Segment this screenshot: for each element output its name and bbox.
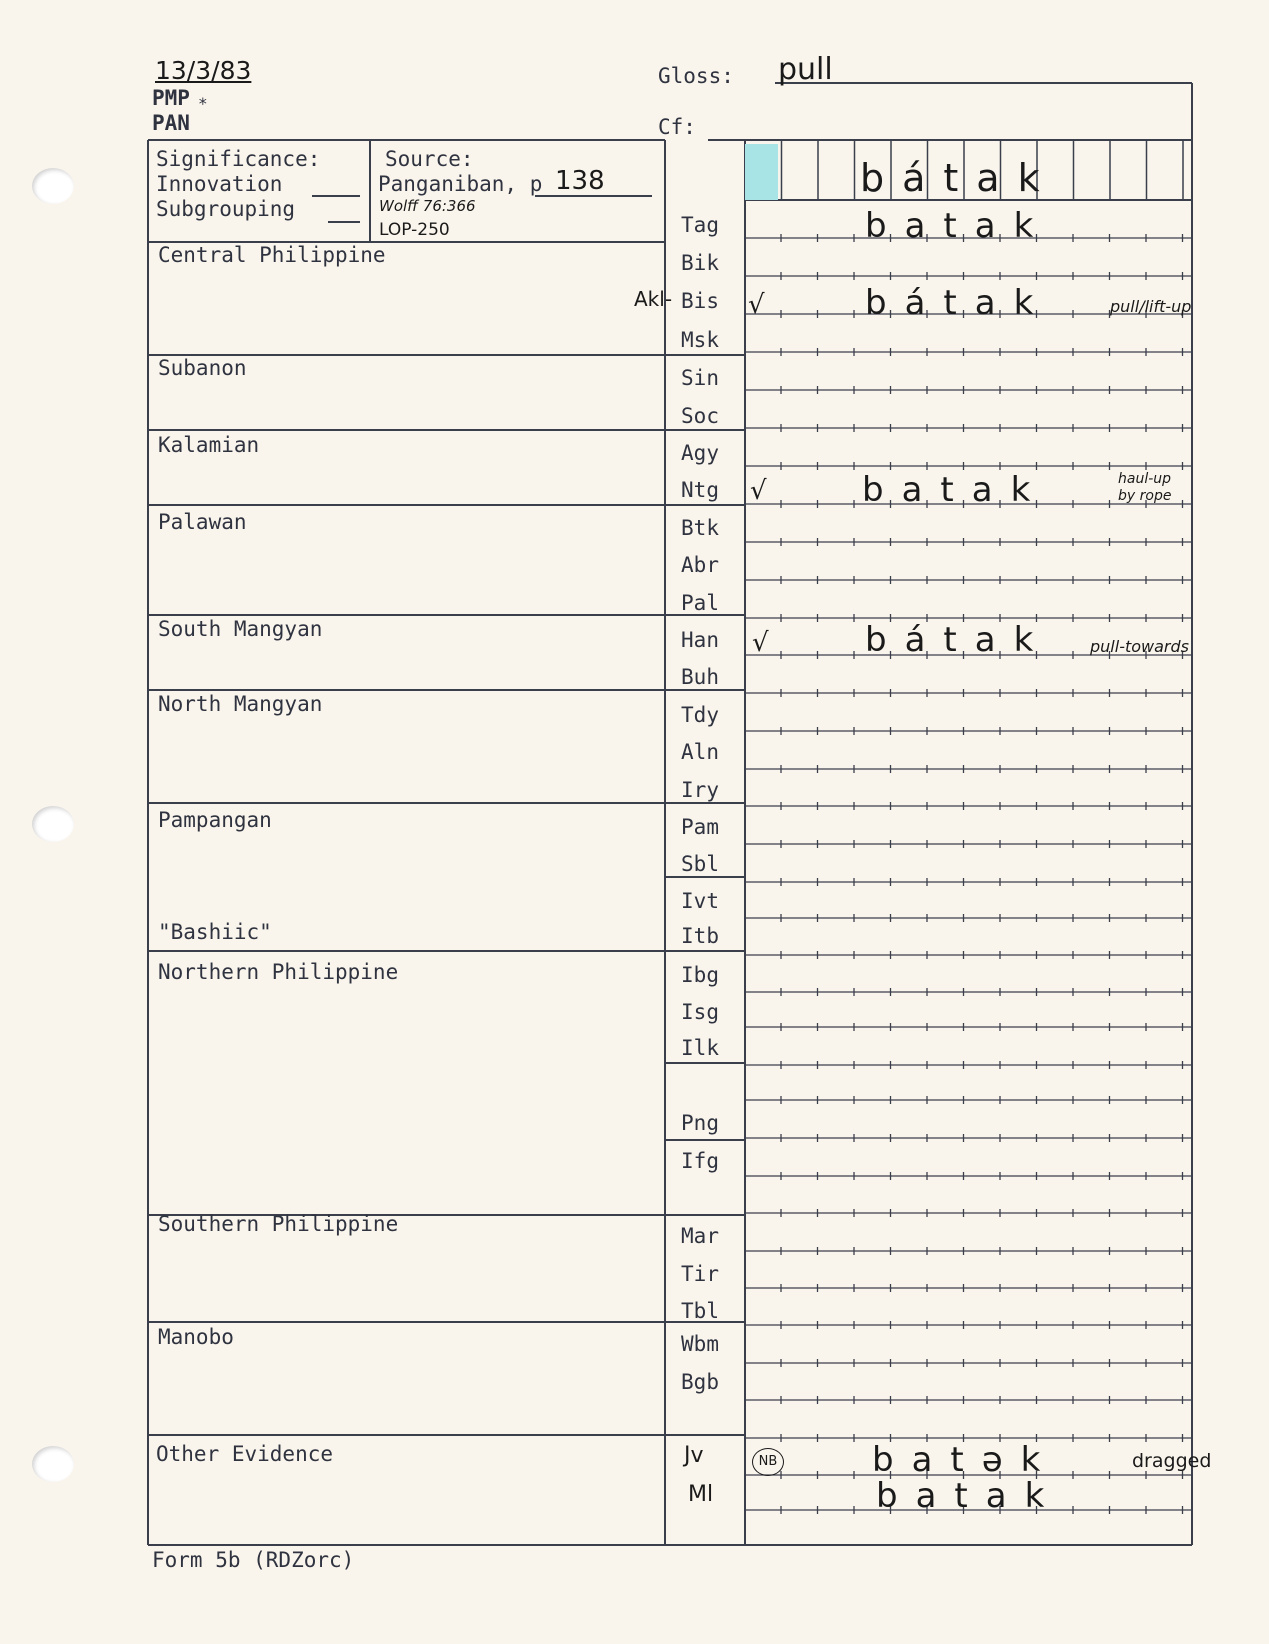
gloss-label: Gloss: <box>658 64 734 88</box>
code-pal: Pal <box>681 591 719 615</box>
group-north-mangyan: North Mangyan <box>158 692 323 716</box>
source-line: Panganiban, p <box>378 172 543 196</box>
code-ifg: Ifg <box>681 1149 719 1173</box>
code-png: Png <box>681 1111 719 1135</box>
code-ml: Ml <box>688 1482 714 1507</box>
code-han: Han <box>681 628 719 652</box>
group-other-evidence: Other Evidence <box>156 1442 334 1466</box>
group-bashiic: "Bashiic" <box>158 920 272 944</box>
code-bis-prefix: Akl- <box>634 287 673 311</box>
pan-label: PAN <box>152 111 190 135</box>
gloss-han: pull-towards <box>1090 637 1189 656</box>
code-bgb: Bgb <box>681 1370 719 1394</box>
gloss-jv: dragged <box>1132 1450 1212 1472</box>
code-msk: Msk <box>681 328 719 352</box>
pmp-mark: * <box>198 94 208 113</box>
nb-mark-text: NB <box>758 1454 778 1469</box>
check-bis: √ <box>748 290 765 320</box>
code-pam: Pam <box>681 815 719 839</box>
entry-tag: batak <box>865 206 1052 246</box>
group-kalamian: Kalamian <box>158 433 260 457</box>
code-ntg: Ntg <box>681 478 719 502</box>
gloss-bis: pull/lift-up <box>1110 297 1192 316</box>
source-ref-lop: LOP-250 <box>379 220 450 240</box>
form-footer: Form 5b (RDZorc) <box>152 1548 355 1572</box>
check-ntg: √ <box>750 476 767 506</box>
code-abr: Abr <box>681 553 719 577</box>
code-tir: Tir <box>681 1262 719 1286</box>
code-soc: Soc <box>681 404 719 428</box>
source-ref-wolff: Wolff 76:366 <box>379 197 476 215</box>
source-label: Source: <box>385 147 474 171</box>
group-pampangan: Pampangan <box>158 808 272 832</box>
group-northern-philippine: Northern Philippine <box>158 960 399 984</box>
group-palawan: Palawan <box>158 510 247 534</box>
code-isg: Isg <box>681 1000 719 1024</box>
code-ivt: Ivt <box>681 889 719 913</box>
nb-mark <box>752 1448 784 1476</box>
source-page: 138 <box>555 166 605 196</box>
check-han: √ <box>752 628 769 658</box>
code-jv: Jv <box>684 1443 704 1468</box>
gloss-value: pull <box>778 52 833 87</box>
significance-label: Significance: <box>156 147 321 171</box>
subgrouping-label: Subgrouping <box>156 197 296 221</box>
highlight-cell <box>745 144 778 200</box>
entry-ntg: batak <box>862 470 1049 510</box>
code-tdy: Tdy <box>681 703 719 727</box>
group-central-philippine: Central Philippine <box>158 243 386 267</box>
code-itb: Itb <box>681 924 719 948</box>
code-ilk: Ilk <box>681 1036 719 1060</box>
code-ibg: Ibg <box>681 963 719 987</box>
gloss-ntg-line1: haul-up <box>1118 471 1172 487</box>
code-aln: Aln <box>681 740 719 764</box>
code-tag: Tag <box>681 213 719 237</box>
code-bik: Bik <box>681 251 719 275</box>
code-iry: Iry <box>681 778 719 802</box>
pmp-label: PMP <box>152 86 190 110</box>
entry-bis: bátak <box>865 283 1052 323</box>
code-tbl: Tbl <box>681 1299 719 1323</box>
code-mar: Mar <box>681 1224 719 1248</box>
innovation-label: Innovation <box>156 172 283 196</box>
group-southern-philippine: Southern Philippine <box>158 1212 399 1236</box>
group-manobo: Manobo <box>158 1325 234 1349</box>
headword: bátak <box>860 156 1058 200</box>
code-bis: Bis <box>681 289 719 313</box>
code-sin: Sin <box>681 366 719 390</box>
cf-label: Cf: <box>658 115 696 139</box>
code-btk: Btk <box>681 516 719 540</box>
entry-jv: batək <box>872 1440 1059 1480</box>
group-subanon: Subanon <box>158 356 247 380</box>
code-wbm: Wbm <box>681 1332 719 1356</box>
group-south-mangyan: South Mangyan <box>158 617 323 641</box>
code-agy: Agy <box>681 441 719 465</box>
code-sbl: Sbl <box>681 852 719 876</box>
date: 13/3/83 <box>155 56 252 85</box>
entry-han: bátak <box>865 620 1052 660</box>
gloss-ntg-line2: by rope <box>1118 488 1172 504</box>
entry-ml: batak <box>876 1476 1063 1516</box>
code-buh: Buh <box>681 665 719 689</box>
